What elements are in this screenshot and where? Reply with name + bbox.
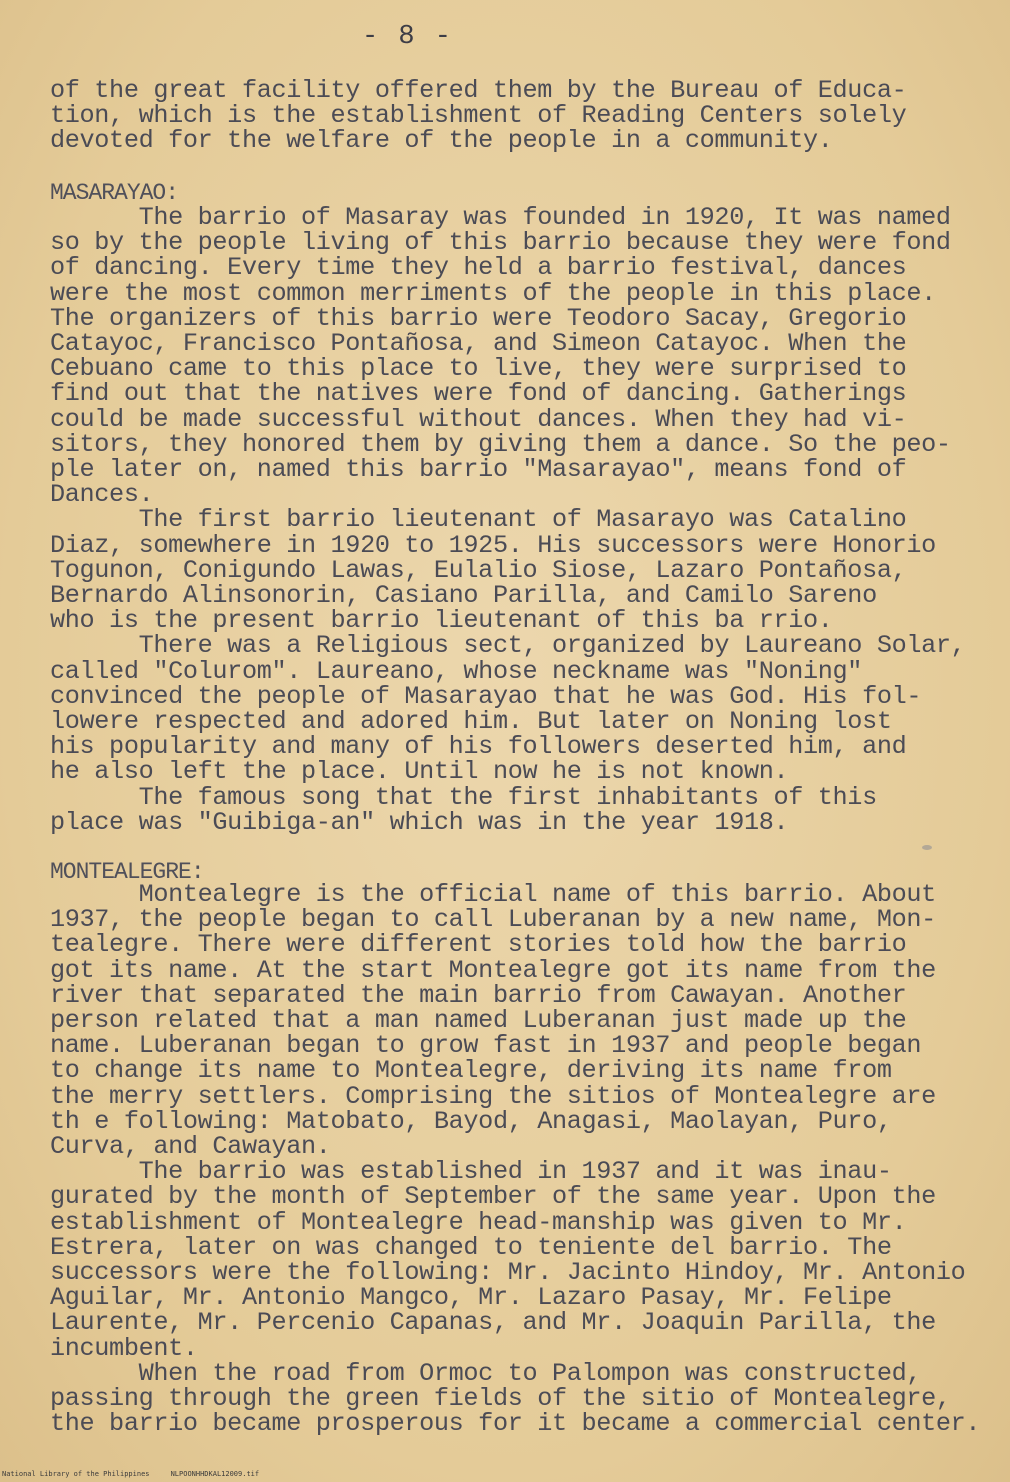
text-line: Aguilar, Mr. Antonio Mangco, Mr. Lazaro Pasay, Mr. Felipe xyxy=(50,1283,892,1313)
text-line: The barrio of Masaray was founded in 1920, It was named xyxy=(50,203,951,232)
text-line: successors were the following: Mr. Jacinto Hindoy, Mr. Antonio xyxy=(50,1258,966,1288)
archive-footer xyxy=(2,1470,259,1478)
text-line: incumbent. xyxy=(50,1333,198,1363)
text-line: so by the people living of this barrio because they were fond xyxy=(50,228,951,258)
text-line: devoted for the welfare of the people in a community. xyxy=(50,126,833,156)
text-line: gurated by the month of September of the same year. Upon the xyxy=(50,1182,936,1212)
text-line: who is the present barrio lieutenant of this ba rrio. xyxy=(50,606,833,636)
text-line: Dances. xyxy=(50,480,154,510)
ink-blot xyxy=(922,845,932,850)
text-line: The barrio was established in 1937 and it was inau- xyxy=(50,1157,892,1187)
text-line: passing through the green fields of the sitio of Montealegre, xyxy=(50,1384,951,1414)
text-line: place was "Guibiga-an" which was in the year 1918. xyxy=(50,807,789,837)
text-line: Catayoc, Francisco Pontañosa, and Simeon Catayoc. When the xyxy=(50,329,907,359)
text-line: Laurente, Mr. Percenio Capanas, and Mr. Joaquin Parilla, the xyxy=(50,1308,936,1338)
text-line: There was a Religious sect, organized by Laureano Solar, xyxy=(50,631,966,661)
text-line: his popularity and many of his followers deserted him, and xyxy=(50,732,907,762)
text-line: tealegre. There were different stories told how the barrio xyxy=(50,930,907,960)
text-line: Bernardo Alinsonorin, Casiano Parilla, and Camilo Sareno xyxy=(50,581,877,611)
text-line: When the road from Ormoc to Palompon was constructed, xyxy=(50,1358,922,1388)
text-line: he also left the place. Until now he is not known. xyxy=(50,757,789,787)
text-line: establishment of Montealegre head-manship was given to Mr. xyxy=(50,1207,907,1237)
page-number: - 8 - xyxy=(362,22,454,52)
text-line: of the great facility offered them by the Bureau of Educa- xyxy=(50,76,907,105)
text-line: Estrera, later on was changed to teniente del barrio. The xyxy=(50,1232,892,1262)
text-line: ple later on, named this barrio "Masarayao", means fond of xyxy=(50,455,907,485)
text-line: The organizers of this barrio were Teodoro Sacay, Gregorio xyxy=(50,303,907,333)
text-line: river that separated the main barrio from Cawayan. Another xyxy=(50,980,907,1010)
text-line: Diaz, somewhere in 1920 to 1925. His successors were Honorio xyxy=(50,530,936,560)
text-line: find out that the natives were fond of dancing. Gatherings xyxy=(50,379,907,409)
text-line: sitors, they honored them by giving them a dance. So the peo- xyxy=(50,429,951,459)
text-line: The famous song that the first inhabitants of this xyxy=(50,782,877,812)
library-credit: National Library of the Philippines xyxy=(2,1470,150,1478)
text-line: Montealegre is the official name of this barrio. About xyxy=(50,880,936,909)
text-line: th e following: Matobato, Bayod, Anagasi, Maolayan, Puro, xyxy=(50,1106,892,1136)
masarayao-heading: MASARAYAO: xyxy=(50,180,179,206)
text-line: were the most common merriments of the people in this place. xyxy=(50,278,936,308)
montealegre-heading: MONTEALEGRE: xyxy=(50,859,204,885)
text-line: the barrio became prosperous for it became a commercial center. xyxy=(50,1409,981,1439)
text-line: got its name. At the start Montealegre got its name from the xyxy=(50,955,936,985)
text-line: could be made successful without dances. When they had vi- xyxy=(50,404,907,434)
text-line: the merry settlers. Comprising the sitios of Montealegre are xyxy=(50,1081,936,1111)
text-line: of dancing. Every time they held a barrio festival, dances xyxy=(50,253,907,283)
text-line: Togunon, Conigundo Lawas, Eulalio Siose, Lazaro Pontañosa, xyxy=(50,555,907,585)
text-line: Curva, and Cawayan. xyxy=(50,1132,331,1162)
text-line: tion, which is the establishment of Reading Centers solely xyxy=(50,101,907,131)
text-line: person related that a man named Luberanan just made up the xyxy=(50,1006,907,1036)
text-line: called "Colurom". Laureano, whose neckname was "Noning" xyxy=(50,656,863,686)
intro-paragraph xyxy=(50,78,906,154)
text-line: The first barrio lieutenant of Masarayo was Catalino xyxy=(50,505,907,535)
text-line: convinced the people of Masarayao that he was God. His fol- xyxy=(50,681,922,711)
text-line: name. Luberanan began to grow fast in 1937 and people began xyxy=(50,1031,922,1061)
montealegre-section xyxy=(50,880,981,1439)
text-line: Cebuano came to this place to live, they were surprised to xyxy=(50,354,907,384)
text-line: 1937, the people began to call Luberanan by a new name, Mon- xyxy=(50,905,936,935)
masarayao-section xyxy=(50,205,965,835)
scan-filename: NLPOONHHDKAL12009.tif xyxy=(170,1470,260,1478)
text-line: lowere respected and adored him. But later on Noning lost xyxy=(50,707,892,737)
text-line: to change its name to Montealegre, deriving its name from xyxy=(50,1056,892,1086)
